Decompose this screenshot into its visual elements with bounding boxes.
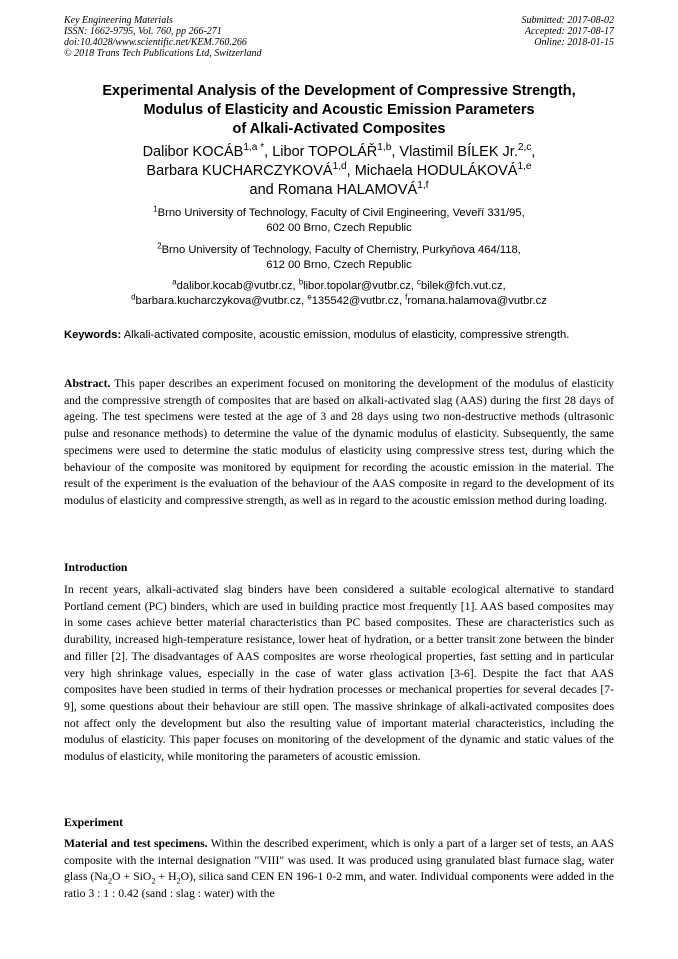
- email-link[interactable]: 135542@vutbr.cz: [311, 295, 399, 307]
- journal-issn: ISSN: 1662-9795, Vol. 760, pp 266-271: [64, 26, 222, 37]
- journal-name: Key Engineering Materials: [64, 15, 173, 26]
- subscript: 2: [151, 876, 156, 886]
- affiliation-line: [64, 206, 614, 221]
- email-mark: b: [298, 277, 304, 287]
- author-affiliation-mark: 1,d: [332, 161, 347, 173]
- keywords-label: Keywords:: [64, 329, 122, 341]
- section-heading-introduction: Introduction: [64, 561, 128, 574]
- email-link[interactable]: libor.topolar@vutbr.cz: [303, 280, 411, 292]
- author-separator: ,: [264, 144, 273, 160]
- affiliation-text: Brno University of Technology, Faculty of Civil Engineering, Veveří 331/95,: [157, 207, 525, 219]
- affiliation-text: Brno University of Technology, Faculty of Chemistry, Purkyňova 464/118,: [161, 244, 521, 256]
- keywords-text: Alkali-activated composite, acoustic emission, modulus of elasticity, compressive strength.: [123, 329, 570, 341]
- affiliation-1: [64, 206, 614, 236]
- experiment-text-b: O + SiO: [112, 870, 152, 884]
- keywords-block: [64, 327, 614, 343]
- email-link[interactable]: barbara.kucharczykova@vutbr.cz: [135, 295, 302, 307]
- title-line-2: Modulus of Elasticity and Acoustic Emission Parameters: [143, 102, 535, 118]
- journal-header: [64, 15, 262, 59]
- author-separator: ,: [531, 144, 536, 160]
- email-link[interactable]: dalibor.kocab@vutbr.cz: [176, 280, 293, 292]
- email-mark: a: [172, 277, 177, 287]
- affiliation-mark: 1: [153, 204, 158, 214]
- experiment-text-a: Within the described experiment, which is only a part of a larger set of tests, an AAS composite with the internal designation "VIII" was used. It was produced using granulated blast furnace slag, water glass (Na: [64, 837, 614, 884]
- affiliation-line: [64, 243, 614, 258]
- email-line-2: $^d$barbara.kucharczykova@vutbr.cz, $^e$135542@vutbr.cz, $^f$romana.halamova@vutbr.cz: [131, 292, 547, 307]
- author-affiliation-mark: 1,a *: [243, 142, 265, 154]
- title-line-1: Experimental Analysis of the Development of Compressive Strength,: [102, 83, 576, 99]
- author-affiliation-mark: 1,b: [377, 142, 392, 154]
- subsection-lead: Material and test specimens.: [64, 837, 208, 850]
- introduction-paragraph: In recent years, alkali-activated slag binders have been considered a suitable ecological alternative to standard Portland cement (PC) binders, which are used in building practice most frequently [1]. AAS based composites may in some cases achieve better material characteristics than PC based composites. These are characteristics such as durability, increased high-temperature resistance, lower heat of hydration, or a better transit zone between the binder and filler [2]. The disadvantages of AAS composites are worse rheological properties, fast setting and in particular very high shrinkage values, especially in the case of water glass activation [3-6]. Despite the fact that AAS composites have been studied in terms of their hydration processes or mechanical properties for several decades [7-9], some questions about their behaviour are still open. The massive shrinkage of alkali-activated composites does not affect only the development but also the resulting value of important material characteristics, including the modulus of elasticity. This paper focuses on monitoring of the development of the dynamic and static values of the modulus of elasticity, while monitoring the parameters of acoustic emission.: [64, 583, 614, 764]
- author-separator: ,: [346, 163, 355, 179]
- author-list: [64, 143, 614, 200]
- journal-copyright: © 2018 Trans Tech Publications Ltd, Switzerland: [64, 48, 262, 59]
- email-list: [64, 279, 614, 309]
- author-affiliation-mark: 2,c: [517, 142, 532, 154]
- email-mark: c: [417, 277, 421, 287]
- section-heading-experiment: Experiment: [64, 816, 124, 829]
- email-line-1: $^a$dalibor.kocab@vutbr.cz, $^b$libor.topolar@vutbr.cz, $^c$bilek@fch.vut.cz,: [172, 277, 506, 292]
- author-affiliation-mark: 1,f: [417, 180, 429, 192]
- experiment-text-c: + H: [155, 870, 177, 884]
- affiliation-city: 612 00 Brno, Czech Republic: [266, 259, 412, 271]
- subscript: 2: [107, 876, 113, 886]
- date-online: Online: 2018-01-15: [534, 37, 614, 48]
- subscript: 2: [176, 876, 181, 886]
- email-mark: e: [307, 292, 312, 302]
- affiliation-2: [64, 243, 614, 273]
- author-name: Romana HALAMOVÁ: [277, 182, 418, 198]
- experiment-paragraph: [64, 836, 614, 903]
- email-link[interactable]: bilek@fch.vut.cz: [420, 280, 503, 292]
- author-name: Vlastimil BÍLEK Jr.: [399, 144, 518, 160]
- author-name: Barbara KUCHARCZYKOVÁ: [146, 163, 333, 179]
- abstract-text: This paper describes an experiment focused on monitoring the development of the modulus of elasticity and the compressive strength of composites that are based on alkali-activated slag (AAS) during the first 28 days of ageing. The test specimens were tested at the age of 3 and 28 days using two non-destructive methods (ultrasonic pulse and resonance methods) to determine the value of the dynamic modulus of elasticity. Subsequently, the same specimens were used to determine the static modulus of elasticity using compressive stress test, during which the behaviour of the composite was monitored by equipment for recording the acoustic emission in the material. The result of the experiment is the evaluation of the behaviour of the AAS composite in regard to the development of its modulus of elasticity and compressive strength, as well as in regard to the acoustic emission method during loading.: [64, 377, 614, 507]
- author-separator: ,: [391, 144, 400, 160]
- authors-line-3: [64, 181, 614, 200]
- dates-header: [522, 15, 615, 48]
- affiliation-city: 602 00 Brno, Czech Republic: [266, 222, 412, 234]
- date-accepted: Accepted: 2017-08-17: [524, 26, 614, 37]
- author-prefix: and: [249, 182, 278, 198]
- email-mark: f: [405, 292, 408, 302]
- journal-doi[interactable]: doi:10.4028/www.scientific.net/KEM.760.266: [64, 37, 247, 48]
- author-affiliation-mark: 1,e: [517, 161, 532, 173]
- email-link[interactable]: romana.halamova@vutbr.cz: [407, 295, 547, 307]
- title-line-3: of Alkali-Activated Composites: [232, 121, 446, 137]
- authors-line-1: [64, 143, 614, 162]
- paper-title: [64, 82, 614, 139]
- experiment-text-d: O), silica sand CEN EN 196-1 0-2 mm, and water. Individual components were added in the ratio 3 : 1 : 0.42 (sand : slag : water) with the: [64, 870, 614, 901]
- authors-line-2: [64, 162, 614, 181]
- abstract-label: Abstract.: [64, 377, 111, 390]
- author-name: Dalibor KOCÁB: [142, 144, 244, 160]
- abstract-block: [64, 376, 614, 510]
- author-name: Michaela HODULÁKOVÁ: [354, 163, 518, 179]
- author-name: Libor TOPOLÁŘ: [272, 144, 378, 160]
- email-mark: d: [131, 292, 136, 302]
- date-submitted: Submitted: 2017-08-02: [521, 15, 614, 26]
- affiliation-mark: 2: [157, 241, 162, 251]
